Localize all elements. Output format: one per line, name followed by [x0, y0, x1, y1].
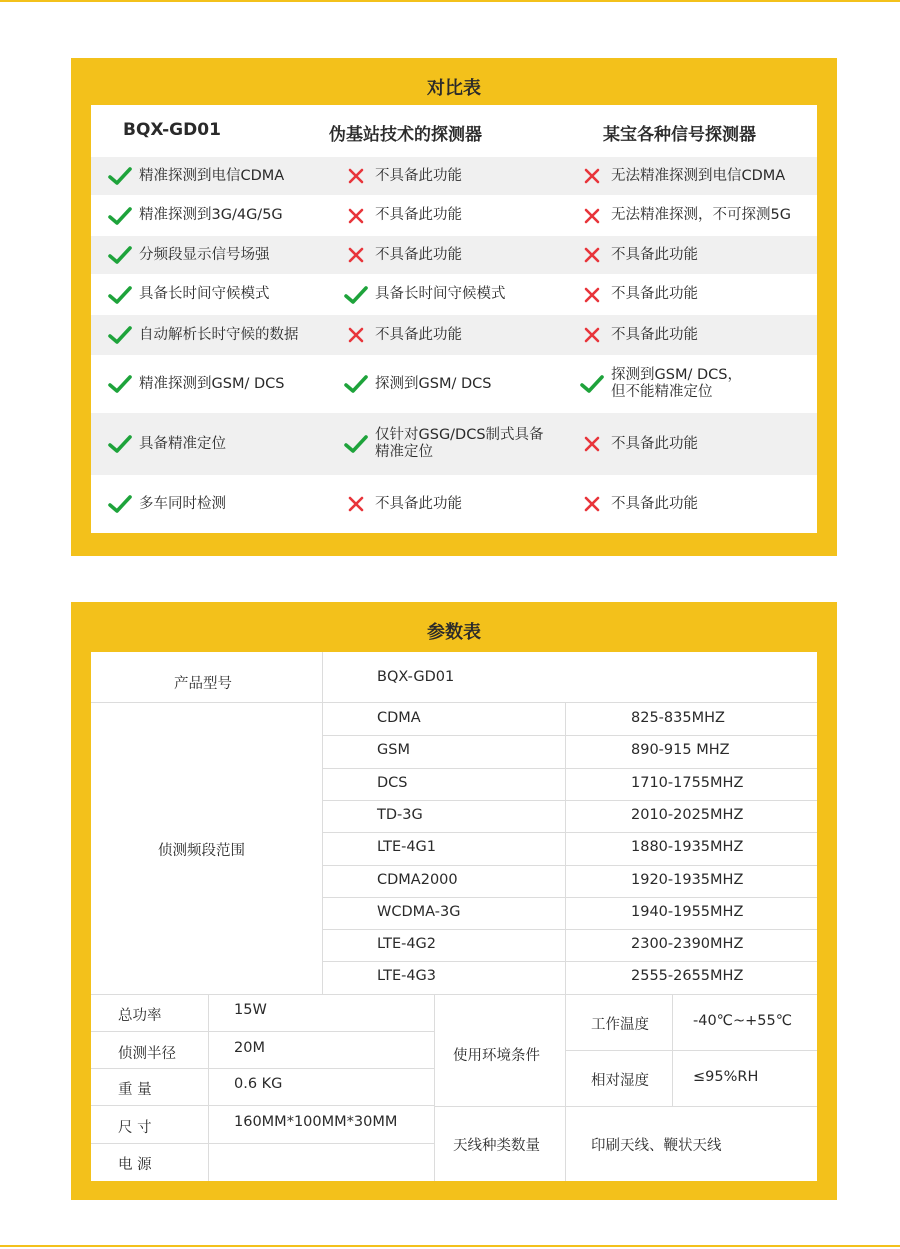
grid-line [434, 1106, 817, 1107]
comparison-cell [343, 315, 575, 355]
check-icon [107, 284, 133, 306]
comparison-cell-text [611, 168, 785, 185]
comparison-cell [107, 157, 333, 195]
grid-line [322, 929, 817, 930]
spec-value: 160MM*100MM*30MM [234, 1114, 398, 1130]
comparison-cell-text [139, 496, 226, 513]
comparison-cell [343, 274, 575, 315]
band-name: LTE-4G2 [377, 936, 437, 953]
spec-label: 总功率 [118, 1008, 162, 1024]
comparison-cell-text [611, 247, 698, 264]
comparison-cell-text [139, 376, 284, 393]
grid-line [322, 735, 817, 736]
comparison-cell [579, 195, 817, 236]
comparison-cell [107, 274, 333, 315]
comparison-cell-line: 不具备此功能 [611, 326, 698, 343]
comparison-cell-text [375, 496, 462, 513]
cross-icon [579, 284, 605, 306]
comparison-cell [343, 236, 575, 274]
comparison-cell-line: 精准探测到3G/4G/5G [139, 207, 283, 223]
grid-line [322, 832, 817, 833]
comparison-cell-line: 多车同时检测 [139, 495, 226, 512]
spec-value: 0.6 KG [234, 1076, 283, 1092]
comparison-row [91, 475, 817, 533]
comparison-cell [579, 274, 817, 315]
comparison-cell-line: 精准探测到电信CDMA [139, 167, 285, 184]
comparison-cell-text [375, 427, 544, 461]
cross-icon [579, 324, 605, 346]
comparison-cell-text [375, 247, 462, 264]
check-icon [107, 493, 133, 515]
check-icon [107, 373, 133, 395]
comparison-cell-line: 无法精准探测到电信CDMA [611, 167, 786, 184]
band-range: 825-835MHZ [631, 710, 725, 726]
spec-label: 电 源 [118, 1157, 152, 1173]
band-range: 2010-2025MHZ [631, 806, 744, 823]
comparison-cell-line: 具备精准定位 [139, 435, 226, 452]
band-range: 2555-2655MHZ [631, 968, 744, 985]
comparison-cell-line: 精准探测到GSM/ DCS [139, 375, 285, 392]
check-icon [107, 433, 133, 455]
band-name: DCS [377, 774, 408, 791]
comparison-cell [579, 413, 817, 475]
grid-line [322, 897, 817, 898]
comparison-row [91, 195, 817, 236]
grid-line [322, 702, 817, 703]
band-range: 1920-1935MHZ [631, 871, 744, 888]
comparison-cell-line: 探测到GSM/ DCS [375, 375, 492, 392]
check-icon [107, 205, 133, 227]
grid-line [322, 768, 817, 769]
cross-icon [579, 493, 605, 515]
band-range: 1940-1955MHZ [631, 903, 744, 920]
comparison-cell-text [375, 207, 462, 224]
comparison-cell-line: 具备长时间守候模式 [139, 286, 270, 302]
band-name: GSM [377, 742, 410, 759]
comparison-cell-text [139, 436, 226, 453]
cross-icon [579, 244, 605, 266]
comparison-cell-text [139, 247, 270, 264]
comparison-cell-line: 精准定位 [375, 444, 433, 460]
comparison-cell [107, 315, 333, 355]
cross-icon [579, 433, 605, 455]
comparison-row [91, 413, 817, 475]
spec-label: 尺 寸 [118, 1120, 152, 1136]
comparison-cell-text [375, 327, 462, 344]
comparison-cell-text [375, 376, 491, 393]
cross-icon [343, 165, 369, 187]
check-icon [343, 284, 369, 306]
comparison-cell-text [611, 367, 742, 401]
cross-icon [343, 493, 369, 515]
comparison-cell [343, 195, 575, 236]
grid-line [565, 1050, 817, 1051]
comparison-title: 对比表 [427, 78, 481, 99]
band-range: 1880-1935MHZ [631, 839, 744, 856]
check-icon [107, 244, 133, 266]
top-divider [0, 0, 900, 2]
grid-line [322, 652, 323, 994]
check-icon [107, 165, 133, 187]
comparison-cell [343, 355, 575, 413]
comparison-cell [107, 236, 333, 274]
comparison-cell-text [139, 168, 284, 185]
comparison-cell-text [375, 168, 462, 185]
comparison-cell-text [611, 207, 791, 224]
comparison-cell [107, 195, 333, 236]
comparison-cell-text [139, 327, 299, 344]
band-range: 890-915 MHZ [631, 742, 730, 759]
comparison-cell-line: 但不能精准定位 [611, 384, 713, 400]
params-title: 参数表 [427, 622, 481, 643]
env-conditions-label: 使用环境条件 [453, 1048, 540, 1064]
band-range-label: 侦测频段范围 [158, 843, 245, 859]
env-temp-label: 工作温度 [591, 1017, 649, 1033]
comparison-cell [579, 355, 817, 413]
band-name: WCDMA-3G [377, 903, 461, 920]
band-name: CDMA2000 [377, 871, 458, 888]
spec-value: 15W [234, 1002, 267, 1018]
comparison-cell [343, 157, 575, 195]
cross-icon [343, 244, 369, 266]
comparison-cell-text [611, 286, 698, 303]
comparison-cell [579, 315, 817, 355]
comparison-table [91, 105, 817, 533]
comparison-cell-line: 不具备此功能 [611, 246, 698, 263]
comparison-cell-line: 无法精准探测，不可探测5G [611, 207, 791, 223]
grid-line [91, 1068, 434, 1069]
header-generic-detector: 某宝各种信号探测器 [603, 125, 756, 145]
comparison-cell [343, 413, 575, 475]
env-temp-value: -40℃~+55℃ [693, 1013, 793, 1029]
comparison-cell-line: 仅针对GSG/DCS制式具备 [375, 427, 544, 443]
band-range: 1710-1755MHZ [631, 774, 744, 791]
band-name: LTE-4G1 [377, 839, 437, 856]
comparison-cell-line: 自动解析长时守候的数据 [139, 326, 299, 343]
grid-line [322, 961, 817, 962]
comparison-cell-text [139, 286, 270, 303]
grid-line [565, 994, 566, 1181]
comparison-cell-text [611, 327, 698, 344]
comparison-cell-text [139, 207, 283, 224]
comparison-header [91, 105, 817, 157]
comparison-cell-line: 探测到GSM/ DCS， [611, 367, 742, 383]
comparison-cell-line: 不具备此功能 [375, 167, 462, 184]
comparison-cell-text [375, 286, 506, 303]
comparison-cell-text [611, 496, 698, 513]
model-value: BQX-GD01 [377, 669, 455, 685]
env-humidity-value: ≤95%RH [693, 1069, 759, 1085]
spec-value: 20M [234, 1040, 265, 1056]
check-icon [107, 324, 133, 346]
spec-label: 侦测半径 [118, 1046, 176, 1062]
comparison-cell [107, 355, 333, 413]
antenna-value: 印刷天线、鞭状天线 [591, 1138, 722, 1154]
antenna-label: 天线种类数量 [453, 1138, 540, 1154]
grid-line [322, 865, 817, 866]
check-icon [579, 373, 605, 395]
grid-line [91, 1031, 434, 1032]
cross-icon [579, 165, 605, 187]
comparison-row [91, 355, 817, 413]
grid-line [434, 994, 435, 1181]
band-name: LTE-4G3 [377, 968, 437, 985]
cross-icon [343, 324, 369, 346]
params-panel [71, 602, 837, 1200]
params-table [91, 652, 817, 1181]
band-name: CDMA [377, 710, 421, 726]
bottom-divider [0, 1245, 900, 1247]
band-name: TD-3G [377, 806, 423, 823]
check-icon [343, 373, 369, 395]
comparison-cell [579, 475, 817, 533]
spec-label: 重 量 [118, 1082, 152, 1098]
grid-line [91, 994, 817, 995]
grid-line [208, 994, 209, 1181]
comparison-cell [579, 236, 817, 274]
grid-line [91, 702, 322, 703]
comparison-cell-line: 不具备此功能 [611, 286, 698, 302]
comparison-cell [107, 475, 333, 533]
grid-line [565, 703, 566, 994]
check-icon [343, 433, 369, 455]
comparison-cell [579, 157, 817, 195]
comparison-cell-line: 具备长时间守候模式 [375, 286, 506, 302]
env-humidity-label: 相对湿度 [591, 1073, 649, 1089]
comparison-row [91, 315, 817, 355]
comparison-cell-line: 不具备此功能 [375, 246, 462, 263]
comparison-cell-line: 分频段显示信号场强 [139, 246, 270, 263]
comparison-panel [71, 58, 837, 556]
comparison-cell-line: 不具备此功能 [375, 207, 462, 223]
comparison-cell-line: 不具备此功能 [375, 495, 462, 512]
comparison-cell [343, 475, 575, 533]
grid-line [322, 800, 817, 801]
grid-line [91, 1105, 434, 1106]
band-range: 2300-2390MHZ [631, 936, 744, 953]
header-bqx: BQX-GD01 [123, 120, 221, 140]
comparison-row [91, 157, 817, 195]
grid-line [91, 1143, 434, 1144]
model-label: 产品型号 [174, 676, 232, 692]
comparison-cell [107, 413, 333, 475]
cross-icon [343, 205, 369, 227]
comparison-row [91, 274, 817, 315]
comparison-cell-line: 不具备此功能 [611, 435, 698, 452]
comparison-row [91, 236, 817, 274]
comparison-cell-line: 不具备此功能 [611, 495, 698, 512]
comparison-cell-line: 不具备此功能 [375, 326, 462, 343]
cross-icon [579, 205, 605, 227]
comparison-cell-text [611, 436, 698, 453]
header-fake-station-detector: 伪基站技术的探测器 [329, 125, 482, 145]
